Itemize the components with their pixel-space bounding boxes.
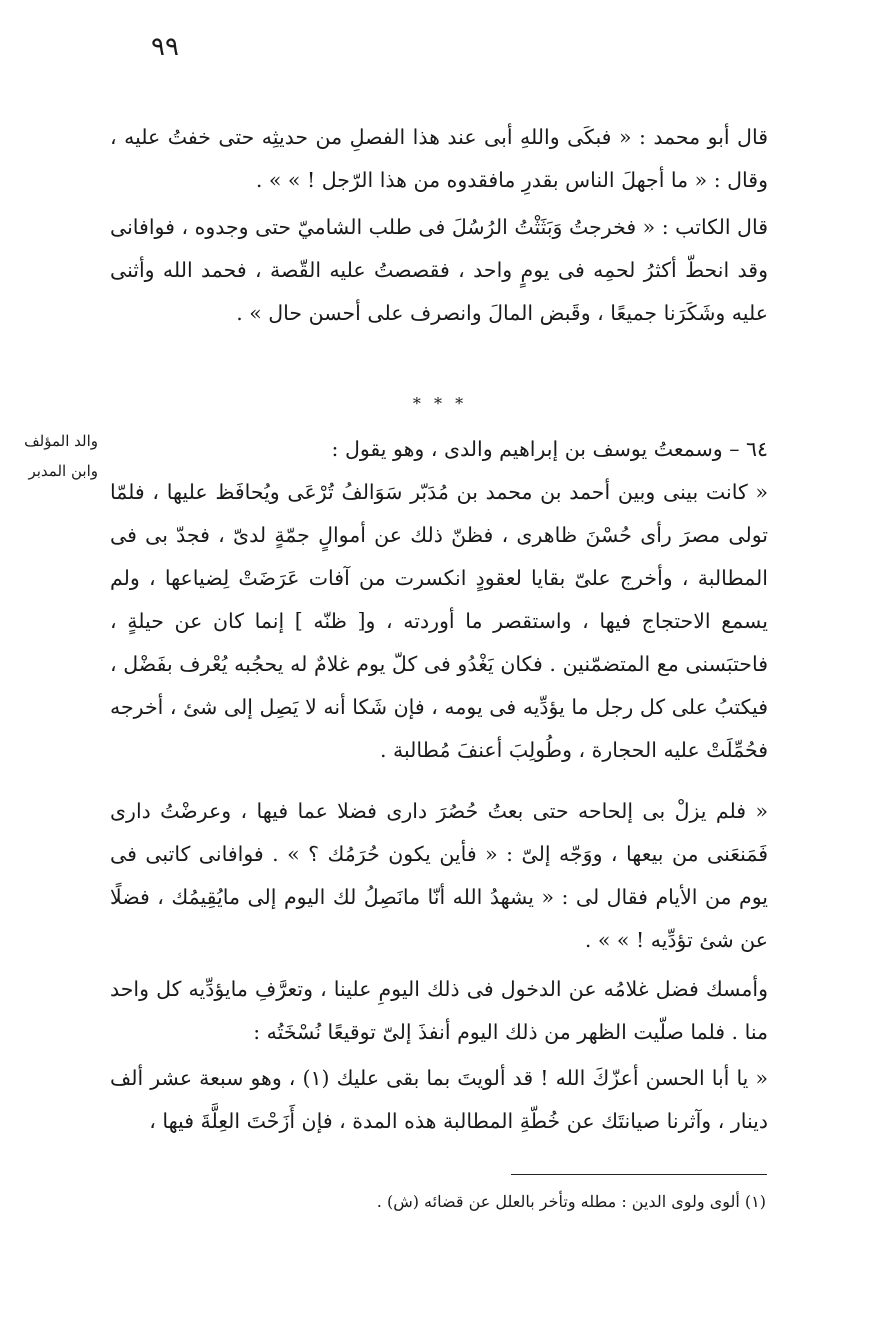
paragraph-abu-muhammad [110, 116, 768, 202]
paragraph-text: قال أبو محمد : « فبكَى واللهِ أبى عند هذا الفصلِ من حديثِه حتى خفتُ عليه ، وقال : « ما أجهلَ الناس بقدرِ مافقدوه من هذا الرّجل ! » » . [110, 125, 768, 192]
anecdote-paragraph-3-block [110, 968, 768, 1054]
margin-note [0, 426, 98, 486]
page-number: ٩٩ [151, 32, 179, 62]
anecdote-paragraph-2: « فلم يزلْ بى إلحاحه حتى بعتُ حُصُرَ دارى فضلا عما فيها ، وعرضْتُ دارى فَمَنعَنى من بيعها ، ووَجّه إلىّ : « فأين يكون حُرَمُك ؟ » . فوافانى كاتبى فى يوم من الأيام فقال لى : « يشهدُ الله أنّا مانَصِلُ لك اليوم إلى مايُقِيمُك ، فضلًا عن شئ تؤدِّيه ! » » . [110, 799, 768, 952]
margin-note-line-1: والد المؤلف [24, 432, 98, 450]
anecdote-paragraph-4: « يا أبا الحسن أعزّكَ الله ! قد ألويتَ بما بقى عليك (١) ، وهو سبعة عشر ألف دينار ، وآثرنا صيانتَك عن خُطّةِ المطالبة هذه المدة ، فإن أَزَحْتَ العِلَّةَ فيها ، [110, 1066, 769, 1133]
anecdote-paragraph-3: وأمسك فضل غلامُه عن الدخول فى ذلك اليومِ علينا ، وتعرَّفِ مايؤدِّيه كل واحد منا . فلما صلّيت الظهر من ذلك اليوم أنفذَ إلىّ توقيعًا نُسْخَتُه : [110, 977, 768, 1044]
anecdote-paragraph-1: « كانت بينى وبين أحمد بن محمد بن مُدَبّر سَوَالفُ تُرْعَى ويُحافَظ عليها ، فلمّا تولى مصرَ رأى حُسْنَ ظاهرى ، فظنّ ذلك عن أموالٍ جمّةٍ لدىّ ، فجدّ بى فى المطالبة ، وأخرج علىّ بقايا لعقودٍ انكسرت من آفات عَرَضَتْ لِضياعها ، ولم يسمع الاحتجاج فيها ، واستقصر ما أوردته ، و[ ظنّه ] إنما كان عن حيلةٍ ، فاحتبَسنى مع المتضمّنين . فكان يَغْدُو فى كلّ يوم غلامٌ له يحجُبه يُعْرف بفَضْل ، فيكتبُ على كل رجل ما يؤدِّيه فى يومه ، فإن شَكا أنه لا يَصِل إلى شئ ، أخرجه فحُمِّلَتْ عليه الحجارة ، وطُولِبَ أعنفَ مُطالبة . [110, 480, 768, 762]
paragraph-text: قال الكاتب : « فخرجتُ وَبَثَثْتُ الرُسُلَ فى طلب الشاميّ حتى وجدوه ، فوافانى وقد انحطّ أكثرُ لحمِه فى يومٍ واحد ، فقصصتُ عليه القّصة ، فحمد الله وأثنى عليه وشَكَرَنا جميعًا ، وقَبض المالَ وانصرف على أحسن حال » . [110, 215, 768, 325]
anecdote-paragraph-2-block [110, 790, 768, 962]
section-separator: * * * [412, 394, 468, 413]
anecdote-paragraph-4-block [110, 1057, 768, 1143]
footnote-divider [511, 1174, 767, 1175]
margin-note-line-2: وابن المدبر [28, 462, 98, 480]
anecdote-64 [110, 428, 768, 772]
anecdote-intro: ٦٤ – وسمعتُ يوسف بن إبراهيم والدى ، وهو يقول : [331, 437, 768, 461]
paragraph-katib [110, 206, 768, 335]
footnote: (١) ألوى ولوى الدين : مطله وتأخر بالعلل عن قضائه (ش) . [376, 1192, 766, 1211]
